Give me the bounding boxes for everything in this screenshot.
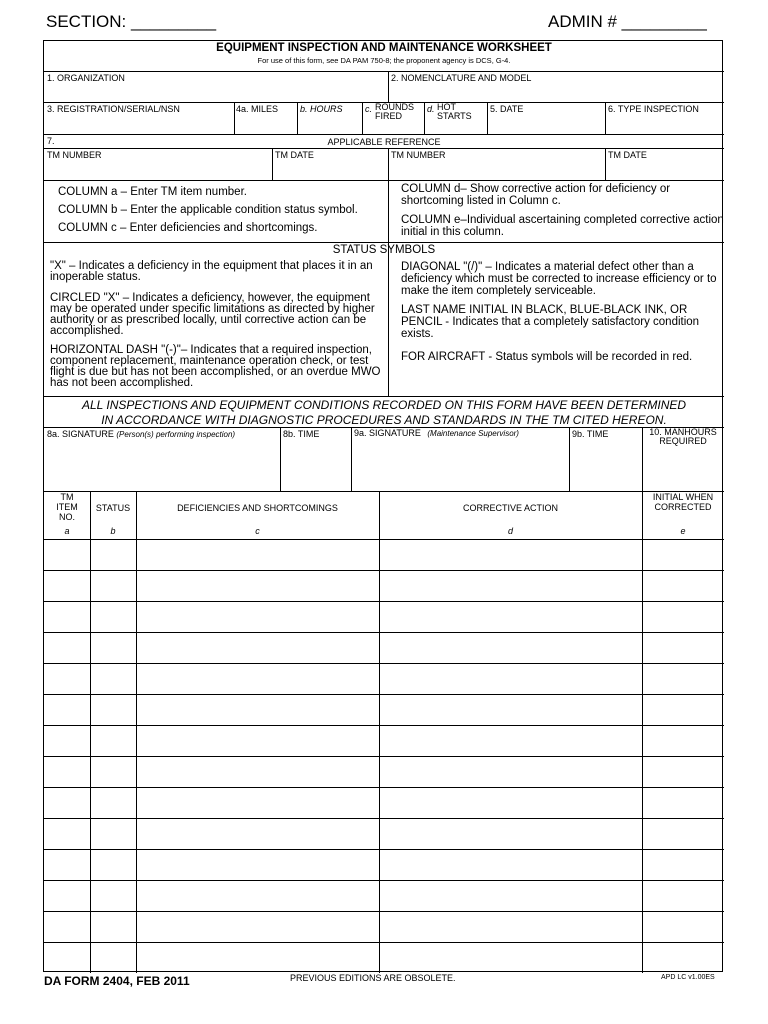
status-dash-text: HORIZONTAL DASH "(-)"– Indicates that a required inspection, component replacement, maintenance operation check, or test flight is due but has not been accomplished, or an overdue MWO has not been accomplished. (50, 344, 381, 389)
status-x-text: "X" – Indicates a deficiency in the equipment that places it in an inoperable status. (50, 260, 373, 283)
column-a-header: TM ITEM NO. (56, 492, 78, 522)
form-subtitle: For use of this form, see DA PAM 750-8; the proponent agency is DCS, G-4. (257, 56, 511, 65)
time-8b-label: 8b. TIME (283, 429, 320, 439)
status-aircraft-text: FOR AIRCRAFT - Status symbols will be recorded in red. (401, 351, 693, 363)
status-symbols-heading: STATUS SYMBOLS (332, 244, 436, 256)
time-9b-label: 9b. TIME (572, 429, 609, 439)
instruction-column-b: COLUMN b – Enter the applicable condition status symbol. (58, 204, 358, 216)
organization-field[interactable] (44, 83, 388, 101)
rounds-fired-label: ROUNDS FIRED (375, 102, 415, 121)
time-9b-field[interactable] (570, 441, 642, 491)
manhours-label: 10. MANHOURS REQUIRED (649, 427, 717, 446)
hours-label: b. HOURS (300, 104, 343, 114)
miles-label: 4a. MILES (236, 104, 279, 114)
column-c-header: DEFICIENCIES AND SHORTCOMINGS (177, 503, 338, 513)
instruction-column-c: COLUMN c – Enter deficiencies and shortcomings. (58, 222, 318, 234)
column-d-header: CORRECTIVE ACTION (462, 503, 558, 513)
certification-line-1: ALL INSPECTIONS AND EQUIPMENT CONDITIONS RECORDED ON THIS FORM HAVE BEEN DETERMINED (81, 398, 687, 412)
registration-label: 3. REGISTRATION/SERIAL/NSN (47, 104, 180, 114)
applicable-reference-label: APPLICABLE REFERENCE (327, 137, 441, 147)
signature-8a-field[interactable] (44, 441, 280, 491)
organization-label: 1. ORGANIZATION (47, 73, 125, 83)
tm-number-label-1: TM NUMBER (47, 150, 102, 160)
column-a-letter: a (64, 526, 70, 536)
section-field[interactable]: SECTION: _________ (46, 12, 217, 31)
instruction-column-a: COLUMN a – Enter TM item number. (58, 186, 247, 198)
column-b-header: STATUS (95, 503, 131, 513)
admin-number-field[interactable]: ADMIN # _________ (548, 12, 707, 31)
signature-8a-label: 8a. SIGNATURE (Person(s) performing inspection) (47, 429, 236, 439)
status-last-name-text: LAST NAME INITIAL IN BLACK, BLUE-BLACK INK, OR PENCIL - Indicates that a completely satisfactory condition exists. (401, 304, 700, 340)
item-7-label: 7. (47, 136, 55, 146)
date-label: 5. DATE (490, 104, 524, 114)
rounds-letter: c. (365, 104, 373, 114)
form-number: DA FORM 2404, FEB 2011 (44, 974, 190, 988)
instruction-column-d: COLUMN d– Show corrective action for deficiency or shortcoming listed in Column c. (401, 183, 671, 207)
column-b-letter: b (110, 526, 116, 536)
version-label: APD LC v1.00ES (661, 974, 715, 981)
instruction-column-e: COLUMN e–Individual ascertaining completed corrective action initial in this column. (401, 214, 724, 238)
nomenclature-field[interactable] (389, 83, 723, 101)
status-diagonal-text: DIAGONAL "(/)" – Indicates a material defect other than a deficiency which must be corrected to increase efficiency or to make the item completely serviceable. (401, 261, 717, 297)
tm-date-label-1: TM DATE (275, 150, 314, 160)
time-8b-field[interactable] (281, 441, 351, 491)
signature-9a-field[interactable] (352, 441, 569, 491)
worksheet-form (43, 40, 723, 972)
column-e-letter: e (680, 526, 686, 536)
nomenclature-label: 2. NOMENCLATURE AND MODEL (391, 73, 532, 83)
column-c-letter: c (255, 526, 260, 536)
signature-9a-label: 9a. SIGNATURE (Maintenance Supervisor) (354, 428, 519, 438)
tm-number-label-2: TM NUMBER (391, 150, 446, 160)
certification-line-2: IN ACCORDANCE WITH DIAGNOSTIC PROCEDURES AND STANDARDS IN THE TM CITED HEREON. (101, 413, 667, 427)
status-circled-x-text: CIRCLED "X" – Indicates a deficiency, however, the equipment may be operated under specific limitations as directed by higher authority or as prescribed locally, until corrective action can be accomplished. (50, 292, 375, 337)
column-e-header: INITIAL WHEN CORRECTED (652, 492, 714, 512)
type-inspection-label: 6. TYPE INSPECTION (608, 104, 699, 114)
worksheet-entry-grid[interactable] (44, 540, 724, 972)
tm-date-label-2: TM DATE (608, 150, 647, 160)
obsolete-note: PREVIOUS EDITIONS ARE OBSOLETE. (290, 973, 456, 983)
hot-letter: d. (427, 104, 435, 114)
hot-starts-label: HOT STARTS (437, 102, 472, 121)
manhours-field[interactable] (643, 451, 723, 491)
form-title: EQUIPMENT INSPECTION AND MAINTENANCE WORKSHEET (216, 42, 552, 54)
column-d-letter: d (507, 526, 513, 536)
